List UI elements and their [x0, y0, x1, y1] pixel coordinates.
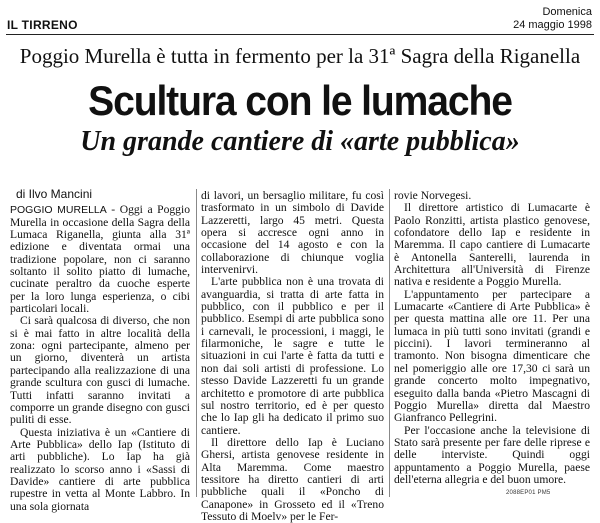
article-column-2	[201, 189, 384, 523]
article-paragraph: Per l'occasione anche la televisione di Stato sarà presente per fare delle riprese e delle interviste. Quindi oggi appuntamento a Poggio Murella, paese dell'eterna allegria e del buon umore.	[394, 423, 590, 486]
issue-date	[513, 6, 592, 32]
column-divider	[196, 189, 197, 497]
article-paragraph: Questa iniziativa è un «Cantiere di Arte Pubblica» dello Iap (Istituto di arti pubbliche). Lo Iap ha già realizzato lo scorso anno i «Sassi di Davide» cantiere di arte pubblica rupestre in vetta al Monte Labbro. In una sola giornata	[10, 425, 190, 513]
masthead-rule	[6, 34, 594, 35]
article-paragraph: Il direttore artistico di Lumacarte è Paolo Ronzitti, artista plastico genovese, cofondatore dello Iap e residente in Maremma. Il capo cantiere di Lumacarte è Antonella Santerelli, laurenda in Architettura all'Università di Firenze nativa e residente a Poggio Murella.	[394, 201, 590, 289]
newspaper-name: IL TIRRENO	[7, 18, 78, 32]
article-paragraph: POGGIO MURELLA - Oggi a Poggio Murella in occasione della Sagra della Lumaca Riganella, giunta alla 31ª edizione e diventata ormai una tradizione popolare, non ci saranno soltanto il solito piatto di lumache, cucinate peraltro da cuoche esperte per la loro lunga esperienza, o cibi particolari locali.	[10, 203, 190, 316]
article-paragraph: Ci sarà qualcosa di diverso, che non si è mai fatto in altre località della zona: ogni partecipante, almeno per un giorno, diventerà un artista partecipando alla realizzazione di una grande scultura con gusci di lumache. Tutti infatti saranno invitati a comporre un grande disegno con gusci puliti di esse.	[10, 314, 190, 427]
issue-weekday: Domenica	[542, 6, 592, 18]
article-column-3	[394, 190, 590, 501]
article-column-1	[10, 187, 190, 513]
issue-date-text: 24 maggio 1998	[513, 19, 592, 31]
article-dateline: POGGIO MURELLA	[10, 204, 107, 217]
article-paragraph: Il direttore dello Iap è Luciano Ghersi, artista genovese residente in Alta Maremma. Come maestro tessitore ha diretto cantieri di arti pubbliche quali il «Poncho di Canapone» in Grosseto ed il «Treno Tessuto di Moelv» per le Fer-	[201, 435, 384, 523]
article-paragraph: L'appuntamento per partecipare a Lumacarte «Cantiere di Arte Pubblica» è per questa mattina alle ore 11. Per una lumaca in più tutti sono invitati (grandi e piccini). I lavori termineranno al tramonto. Non bisogna dimenticare che nel pomeriggio alle ore 17,30 ci sarà un grande concerto molto impegnativo, eseguito dalla banda «Pietro Mascagni di Poggio Murella» diretta dal Maestro Gianfranco Pellegrini.	[394, 287, 590, 425]
article-headline: Scultura con le lumache	[88, 77, 512, 124]
article-kicker: Poggio Murella è tutta in fermento per la 31ª Sagra della Riganella	[19, 44, 581, 68]
article-paragraph: di lavori, un bersaglio militare, fu così trasformato in un simbolo di Davide Lazzeretti, largo 45 metri. Questa opera si accresce ogni anno in occasione del 14 agosto e con la collaborazione di chiunque voglia intervenirvi.	[201, 189, 384, 277]
article-byline: di Ilvo Mancini	[16, 187, 93, 201]
column-divider	[389, 189, 390, 497]
article-paragraph: rovie Norvegesi.	[394, 189, 472, 202]
print-code: 2088EP01 PM5	[506, 490, 551, 496]
article-subhead: Un grande cantiere di «arte pubblica»	[80, 126, 520, 157]
article-paragraph: L'arte pubblica non è una trovata di avanguardia, si tratta di arte fatta in pubblico, con il pubblico e per il pubblico. Esempi di arte pubblica sono i carnevali, le processioni, i maggi, le filarmoniche, le sagre e tutte le situazioni in cui l'arte è fatta da tutti e non dai soli artisti di professione. Lo stesso Davide Lazzeretti fu un grande architetto e promotore di arte pubblica sul nostro territorio, ed è per questo che lo Iap gli ha dedicato il primo suo cantiere.	[201, 275, 384, 437]
